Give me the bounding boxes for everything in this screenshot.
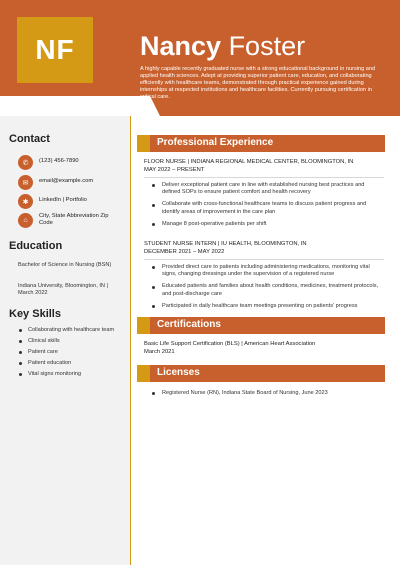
section-title: Professional Experience [157,137,274,148]
section-tab [137,135,150,152]
section-experience [137,135,385,152]
license-list [152,390,384,402]
section-tab [137,365,150,382]
skill-item: Patient education [18,360,118,367]
divider-rule [144,259,384,260]
phone-text: (123) 456-7890 [39,158,79,164]
skills-list [18,327,118,382]
initials-monogram: NF [17,17,93,83]
link-icon: ✱ [18,194,33,209]
last-name: Foster [228,31,306,61]
bullet-item: Deliver exceptional patient care in line with established nursing best practices and defined SOPs to ensure patient comfort and health recovery [152,182,384,196]
license-item: Registered Nurse (RN), Indiana State Board of Nursing, June 2023 [152,390,384,397]
bullet-item: Educated patients and families about health conditions, medicines, treatment protocols, and post-discharge care [152,283,384,297]
summary-text: A highly capable recently graduated nurse with a strong educational background in nursing and applied health sciences. Adept at providing superior patient care, education, and collaborating efficiently with healthcare teams, demonstrated through practical experience gained during internships at respected institutions and healthcare facilities. Currently pursuing certification in critical care. [140,66,376,101]
education-school: Indiana University, Bloomington, IN | March 2022 [18,283,108,297]
column-divider [130,116,131,565]
job-dates: MAY 2022 – PRESENT [144,167,205,173]
divider-rule [144,177,384,178]
skill-item: Collaborating with healthcare team [18,327,118,334]
phone-icon: ✆ [18,155,33,170]
email-icon: ✉ [18,175,33,190]
skills-heading: Key Skills [9,308,61,320]
contact-location [18,213,119,228]
skill-item: Clinical skills [18,338,118,345]
education-heading: Education [9,240,63,252]
contact-phone [18,155,119,170]
skill-item: Vital signs monitoring [18,371,118,378]
bullet-item: Manage 8 post-operative patients per shift [152,221,384,228]
job-title: STUDENT NURSE INTERN | IU HEALTH, BLOOMINGTON, IN [144,241,307,247]
certification-name: Basic Life Support Certification (BLS) | American Heart Association [144,341,316,347]
job-bullets [152,182,384,233]
job-bullets [152,264,384,315]
contact-email [18,175,119,190]
bullet-item: Participated in daily healthcare team meetings presenting on patients' progress [152,303,384,310]
section-certifications [137,317,385,334]
job-title: FLOOR NURSE | INDIANA REGIONAL MEDICAL CENTER, BLOOMINGTON, IN [144,159,354,165]
location-icon: ⌂ [18,213,33,228]
education-degree: Bachelor of Science in Nursing (BSN) [18,262,112,268]
first-name: Nancy [140,31,222,61]
candidate-name [140,30,305,62]
section-title: Licenses [157,367,200,378]
location-text: City, State Abbreviation Zip Code [39,213,109,227]
contact-heading: Contact [9,133,50,145]
section-licenses [137,365,385,382]
job-dates: DECEMBER 2021 – MAY 2022 [144,249,225,255]
section-tab [137,317,150,334]
section-title: Certifications [157,319,221,330]
email-text[interactable]: email@example.com [39,178,94,184]
contact-links [18,194,119,209]
certification-date: March 2021 [144,349,175,355]
bullet-item: Collaborate with cross-functional healthcare teams to discuss patient progress and identify areas of improvement in the care plan [152,201,384,215]
bullet-item: Provided direct care to patients including administering medications, monitoring vital signs, changing dressings under the supervision of a registered nurse [152,264,384,278]
skill-item: Patient care [18,349,118,356]
links-text[interactable]: LinkedIn | Portfolio [39,197,87,203]
